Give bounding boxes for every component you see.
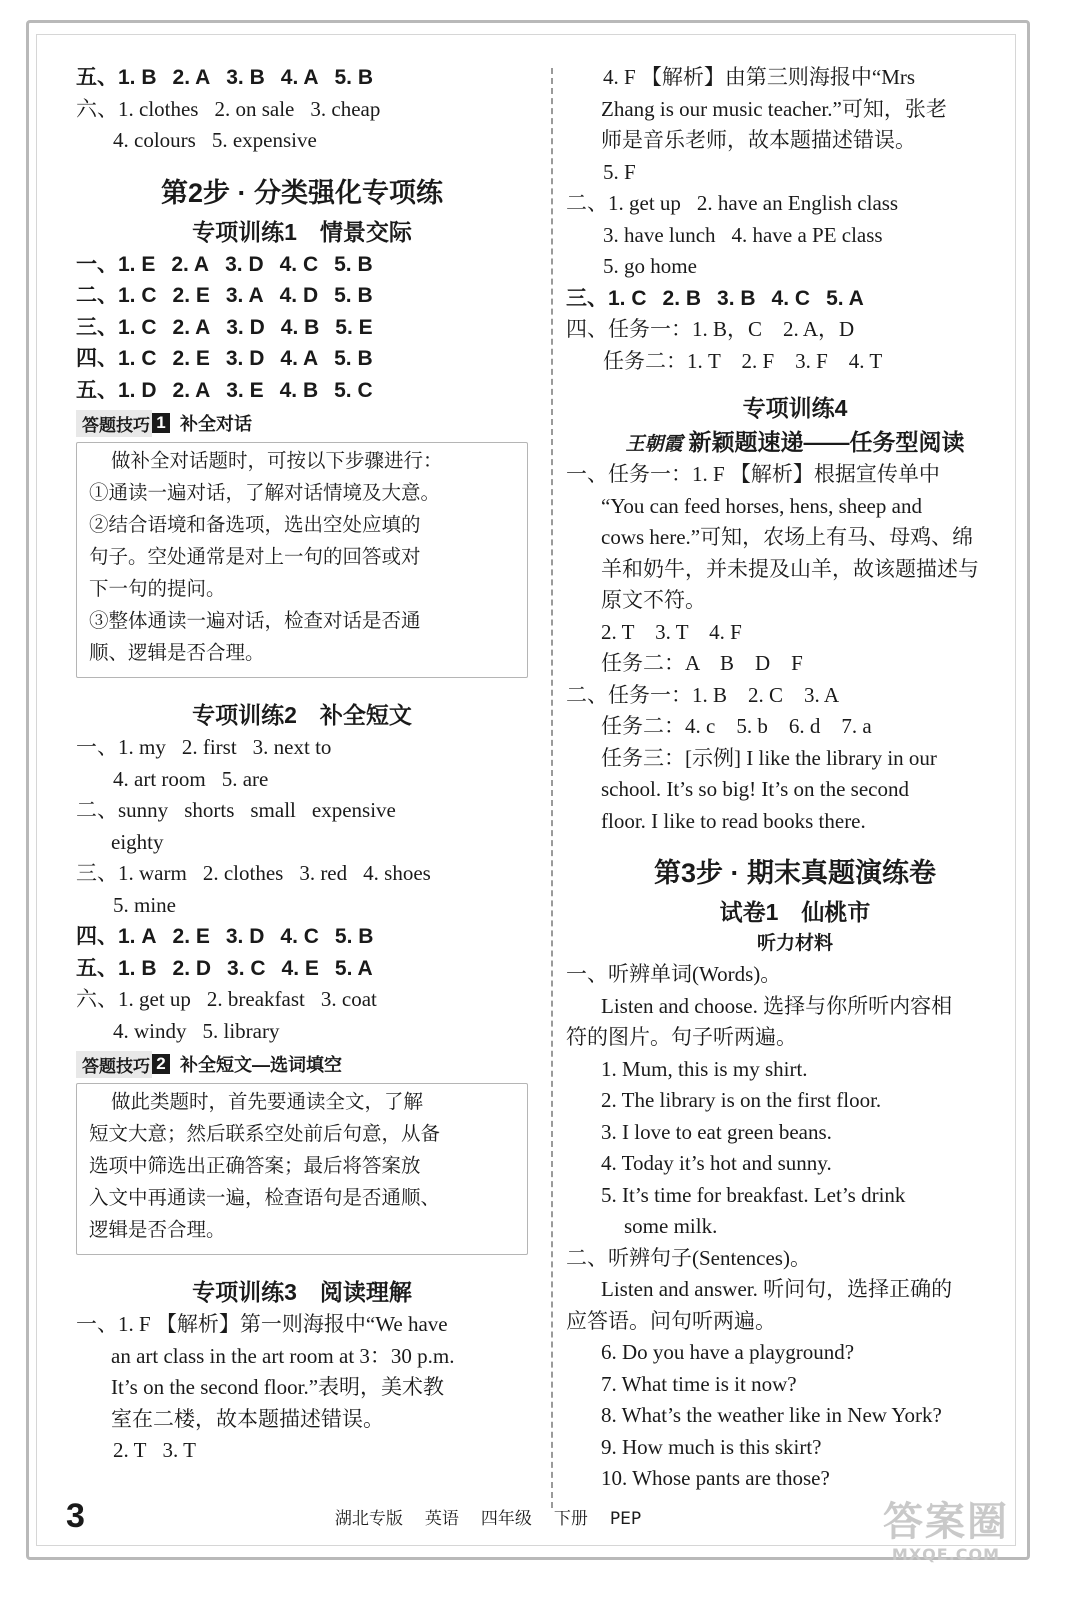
answer-line: 一、1. E 2. A 3. D 4. C 5. B <box>76 252 373 276</box>
answer-line: 5. go home <box>603 254 697 278</box>
answer-line: 五、1. B 2. A 3. B 4. A 5. B <box>76 66 374 89</box>
answer-line: 任务二：4. c 5. b 6. d 7. a <box>601 714 872 738</box>
version: PEP <box>609 1508 642 1529</box>
answer-line: 二、任务一：1. B 2. C 3. A <box>566 682 840 707</box>
answer-line: 羊和奶牛，并未提及山羊，故该题描述与 <box>601 556 979 581</box>
training4-subtitle: 王朝霞 新颖题速递——任务型阅读 <box>625 429 965 455</box>
tip-label: 答题技巧 <box>76 1051 152 1078</box>
tip-text: 入文中再通读一遍，检查语句是否通顺、 <box>89 1186 441 1209</box>
answer-line: 四、1. C 2. E 3. D 4. A 5. B <box>76 347 373 370</box>
column-divider <box>551 68 553 1508</box>
listening-title: 听力材料 <box>756 933 833 954</box>
answer-line: 师是音乐老师，故本题描述错误。 <box>601 128 916 152</box>
answer-line: floor. I like to read books there. <box>601 808 866 833</box>
listening-item: 8. What’s the weather like in New York? <box>601 1403 942 1427</box>
listening-item: 4. Today it’s hot and sunny. <box>601 1151 832 1175</box>
answer-line: 四、任务一：1. B，C 2. A，D <box>566 317 855 341</box>
watermark-url: MXQE.COM <box>891 1545 1001 1564</box>
answer-line: 室在二楼，故本题描述错误。 <box>111 1406 384 1431</box>
listening-item: 10. Whose pants are those? <box>601 1466 830 1490</box>
answer-line: 任务二：1. T 2. F 3. F 4. T <box>603 348 883 373</box>
book-info <box>335 1504 663 1529</box>
answer-line: 二、1. C 2. E 3. A 4. D 5. B <box>76 284 373 307</box>
tip1-box <box>76 442 528 678</box>
instruction-text: 符的图片。句子听两遍。 <box>566 1025 797 1049</box>
answer-line: 3. have lunch 4. have a PE class <box>603 222 883 247</box>
answer-line: Zhang is our music teacher.”可知，张老 <box>601 96 947 121</box>
right-column <box>566 62 1024 1495</box>
answer-line: 五、1. B 2. D 3. C 4. E 5. A <box>76 956 373 980</box>
tip-text: ①通读一遍对话，了解对话情境及大意。 <box>89 481 441 504</box>
tip-text: ②结合语境和备选项，选出空处应填的 <box>89 513 421 536</box>
answer-line: 任务二：A B D F <box>601 651 803 675</box>
answer-line: 4. windy 5. library <box>113 1018 280 1043</box>
answer-line: 一、任务一：1. F 【解析】根据宣传单中 <box>566 462 940 486</box>
left-column <box>76 62 528 1467</box>
grade: 四年级 <box>480 1508 532 1529</box>
answer-line: 4. art room 5. are <box>113 766 269 791</box>
answer-line: 六、1. clothes 2. on sale 3. cheap <box>76 96 381 121</box>
instruction-text: Listen and choose. 选择与你所听内容相 <box>601 993 953 1018</box>
answer-line: 一、1. my 2. first 3. next to <box>76 735 332 759</box>
tip-title: 补全对话 <box>180 414 252 434</box>
listening-item: 9. How much is this skirt? <box>601 1434 822 1459</box>
answer-line: 一、1. F 【解析】第一则海报中“We have <box>76 1312 448 1336</box>
tip-text: 短文大意；然后联系空处前后句意，从备 <box>89 1122 441 1145</box>
answer-line: 二、1. get up 2. have an English class <box>566 191 899 215</box>
tip-text: 句子。空处通常是对上一句的回答或对 <box>89 545 421 568</box>
answer-line: 2. T 3. T 4. F <box>601 619 742 644</box>
step3-title: 第3步 · 期末真题演练卷 <box>653 858 936 888</box>
section-heading: 二、听辨句子(Sentences)。 <box>566 1245 811 1270</box>
answer-line: an art class in the art room at 3：30 p.m. <box>111 1343 455 1368</box>
tip-title: 补全短文—选词填空 <box>180 1055 342 1075</box>
brand-logo: 王朝霞 <box>625 433 683 455</box>
answer-line: eighty <box>111 829 164 854</box>
paper-title: 试卷1 仙桃市 <box>719 899 871 925</box>
answer-line: “You can feed horses, hens, sheep and <box>601 493 922 518</box>
answer-line: 原文不符。 <box>601 588 706 612</box>
instruction-text: 应答语。问句听两遍。 <box>566 1308 776 1333</box>
instruction-text: Listen and answer. 听问句，选择正确的 <box>601 1277 953 1301</box>
answer-line: 四、1. A 2. E 3. D 4. C 5. B <box>76 925 374 948</box>
listening-item: 5. It’s time for breakfast. Let’s drink <box>601 1182 906 1207</box>
tip-text: 下一句的提问。 <box>89 577 226 600</box>
answer-line: 5. F <box>603 159 636 184</box>
answer-line: 三、1. C 2. A 3. D 4. B 5. E <box>76 315 373 339</box>
answer-line: cows here.”可知，农场上有马、母鸡、绵 <box>601 525 974 549</box>
answer-line: 4. F 【解析】由第三则海报中“Mrs <box>603 65 916 89</box>
answer-line: 5. mine <box>113 892 176 917</box>
page-footer <box>66 1494 966 1538</box>
subject: 英语 <box>424 1508 459 1529</box>
tip1-header <box>76 406 528 440</box>
answer-line: 任务三：[示例] I like the library in our <box>601 745 937 770</box>
watermark-text: 答案圈 <box>883 1499 1009 1545</box>
answer-line: 三、1. C 2. B 3. B 4. C 5. A <box>566 286 864 310</box>
training4-title: 专项训练4 <box>742 395 848 421</box>
tip-text: 顺、逻辑是否合理。 <box>89 641 265 664</box>
tip2-header <box>76 1047 528 1081</box>
training2-title: 专项训练2 补全短文 <box>192 702 412 728</box>
answer-line: 五、1. D 2. A 3. E 4. B 5. C <box>76 378 373 402</box>
tip-text: 做此类题时，首先要通读全文，了解 <box>111 1090 424 1113</box>
listening-item: 3. I love to eat green beans. <box>601 1119 832 1144</box>
listening-item: some milk. <box>624 1214 718 1238</box>
edition: 湖北专版 <box>334 1508 403 1529</box>
tip-text: 选项中筛选出正确答案；最后将答案放 <box>89 1154 421 1177</box>
listening-item: 7. What time is it now? <box>601 1371 797 1396</box>
tip-text: ③整体通读一遍对话，检查对话是否通 <box>89 609 421 632</box>
listening-item: 2. The library is on the first floor. <box>601 1088 882 1112</box>
section-heading: 一、听辨单词(Words)。 <box>566 962 782 986</box>
volume: 下册 <box>553 1508 588 1529</box>
training1-title: 专项训练1 情景交际 <box>192 218 412 245</box>
page-number: 3 <box>66 1496 85 1535</box>
step2-title: 第2步 · 分类强化专项练 <box>160 177 443 208</box>
listening-item: 6. Do you have a playground? <box>601 1340 855 1364</box>
tip-number: 2 <box>152 1054 170 1074</box>
answer-line: 4. colours 5. expensive <box>113 128 317 152</box>
tip-text: 逻辑是否合理。 <box>89 1218 226 1241</box>
answer-line: 二、sunny shorts small expensive <box>76 798 396 822</box>
answer-line: 三、1. warm 2. clothes 3. red 4. shoes <box>76 861 431 885</box>
answer-line: 六、1. get up 2. breakfast 3. coat <box>76 987 377 1011</box>
training3-title: 专项训练3 阅读理解 <box>192 1279 412 1305</box>
answer-line: 2. T 3. T <box>113 1438 196 1462</box>
listening-item: 1. Mum, this is my shirt. <box>601 1056 808 1081</box>
answer-line: school. It’s so big! It’s on the second <box>601 777 909 801</box>
tip-label: 答题技巧 <box>76 410 152 437</box>
tip-number: 1 <box>152 413 170 433</box>
tip2-box <box>76 1083 528 1255</box>
watermark <box>862 1500 1030 1580</box>
answer-line: It’s on the second floor.”表明，美术教 <box>111 1375 445 1399</box>
tip-text: 做补全对话题时，可按以下步骤进行： <box>111 449 443 472</box>
